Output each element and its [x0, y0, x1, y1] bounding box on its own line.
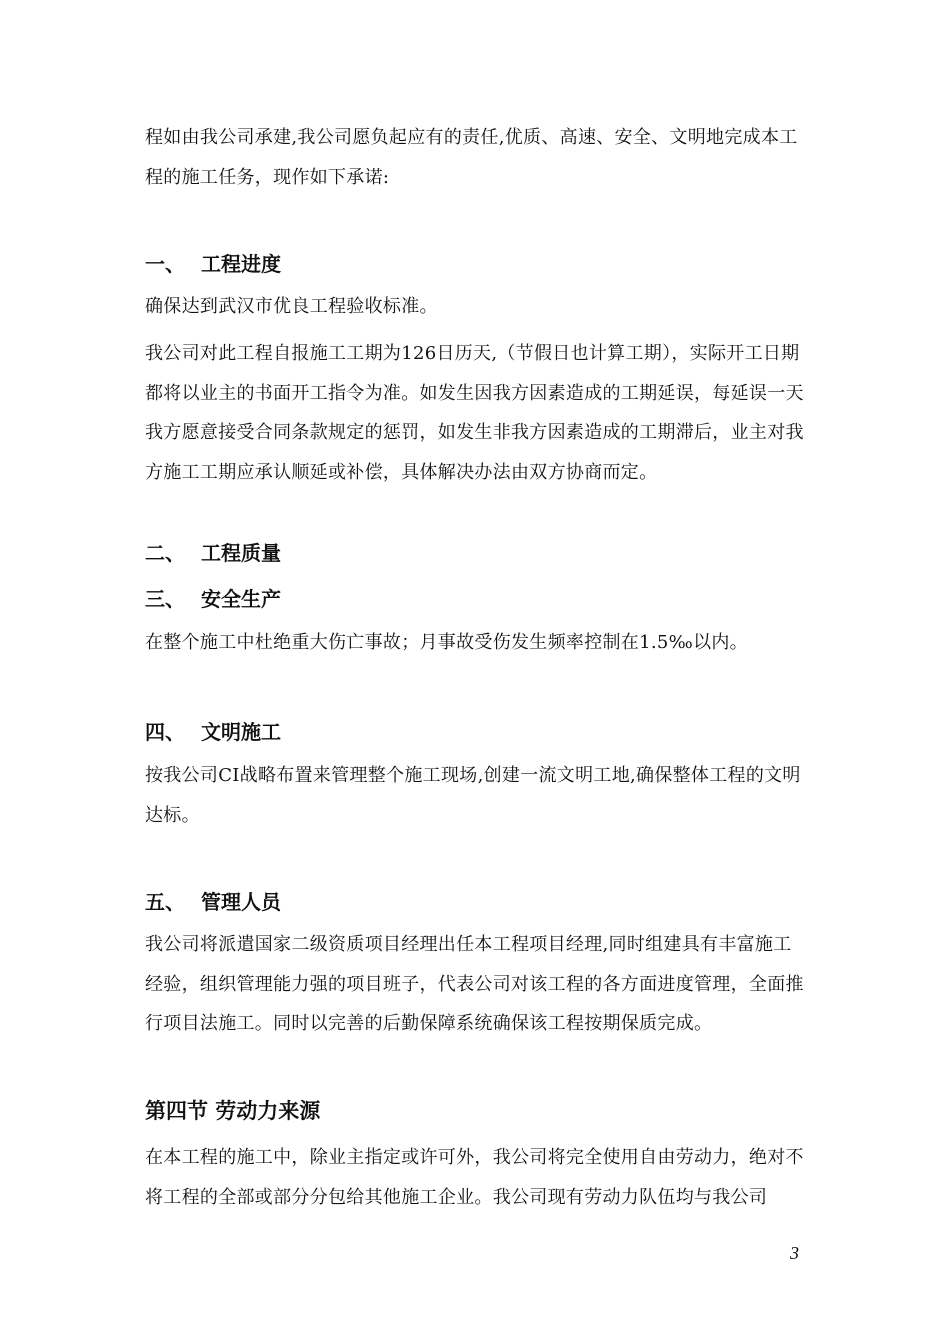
section-number: 四、 — [145, 720, 185, 744]
progress-paragraph-1: 确保达到武汉市优良工程验收标准。 — [145, 296, 438, 317]
section-heading-management — [145, 888, 809, 916]
section-title: 安全生产 — [201, 587, 281, 611]
section-heading-civilized — [145, 718, 809, 746]
section-title: 管理人员 — [201, 890, 281, 914]
section-number: 一、 — [145, 252, 185, 276]
section-title: 工程进度 — [201, 252, 281, 276]
intro-paragraph: 程如由我公司承建,我公司愿负起应有的责任,优质、高速、安全、文明地完成本工程的施工任务，现作如下承诺: — [145, 127, 798, 188]
page-number: 3 — [790, 1243, 799, 1263]
safety-paragraph: 在整个施工中杜绝重大伤亡事故；月事故受伤发生频率控制在1.5‰以内。 — [145, 632, 748, 653]
section-title: 工程质量 — [201, 541, 281, 565]
section-number: 五、 — [145, 890, 185, 914]
section-heading-progress — [145, 250, 809, 278]
management-paragraph: 我公司将派遣国家二级资质项目经理出任本工程项目经理,同时组建具有丰富施工经验，组织管理能力强的项目班子，代表公司对该工程的各方面进度管理，全面推行项目法施工。同时以完善的后勤保障系统确保该工程按期保质完成。 — [145, 934, 804, 1034]
section-heading-safety — [145, 585, 809, 613]
labor-paragraph: 在本工程的施工中，除业主指定或许可外，我公司将完全使用自由劳动力，绝对不将工程的全部或部分分包给其他施工企业。我公司现有劳动力队伍均与我公司 — [145, 1147, 804, 1208]
civilized-paragraph: 按我公司CI战略布置来管理整个施工现场,创建一流文明工地,确保整体工程的文明达标。 — [145, 765, 801, 826]
section-number: 三、 — [145, 587, 185, 611]
chapter-heading: 第四节 劳动力来源 — [145, 1099, 321, 1123]
progress-paragraph-2: 我公司对此工程自报施工工期为126日历天,（节假日也计算工期），实际开工日期都将以业主的书面开工指令为准。如发生因我方因素造成的工期延误，每延误一天我方愿意接受合同条款规定的惩罚，如发生非我方因素造成的工期滞后，业主对我方施工工期应承认顺延或补偿，具体解决办法由双方协商而定。 — [145, 343, 804, 483]
section-number: 二、 — [145, 541, 185, 565]
section-heading-quality — [145, 539, 809, 567]
section-title: 文明施工 — [201, 720, 281, 744]
